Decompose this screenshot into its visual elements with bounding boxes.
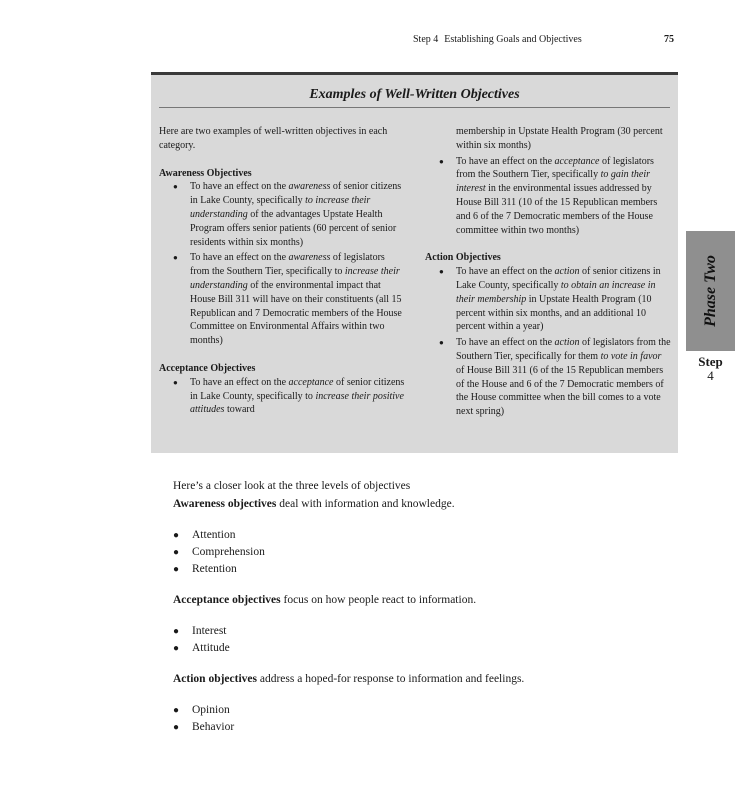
acceptance-examples [159, 376, 405, 417]
awareness-term: Awareness objectives [173, 498, 277, 510]
list-item: ● Behavior [192, 719, 643, 736]
step-word: Step [698, 354, 723, 369]
body-text [173, 478, 643, 750]
awareness-heading: Awareness Objectives [159, 167, 252, 179]
action-paragraph: Action objectives address a hoped-for response to information and feelings. [173, 673, 525, 685]
list-item: ● Attitude [192, 640, 643, 657]
box-divider [159, 107, 670, 108]
list-item: ● Interest [192, 623, 643, 640]
list-item: ● Comprehension [192, 544, 643, 561]
page-number: 75 [664, 34, 674, 45]
header-step-label: Step 4 [413, 34, 439, 45]
list-item: ● Opinion [192, 702, 643, 719]
box-title: Examples of Well-Written Objectives [309, 87, 520, 102]
acceptance-examples-cont [425, 155, 671, 238]
awareness-levels [173, 527, 643, 578]
examples-box [151, 72, 678, 453]
phase-tab [686, 231, 735, 351]
action-examples [425, 265, 671, 419]
acceptance-levels [173, 623, 643, 657]
list-item: ● To have an effect on the acceptance of legislators from the Southern Tier, specifically to gain their interest in the environmental issues addressed by House Bill 311 (10 of the 15 Republican members and 6 of the 7 Democratic members of the House committee within two months) [456, 155, 671, 238]
phase-label: Phase Two [701, 255, 719, 327]
step-number: 4 [707, 368, 714, 383]
list-item: ● To have an effect on the action of legislators from the Southern Tier, specifically for them to vote in favor of House Bill 311 (6 of the 15 Republican members of the House and 6 of the 7 Democratic members of the House committee when the bill comes to a vote next spring) [456, 336, 671, 419]
action-levels [173, 702, 643, 736]
list-item: ● To have an effect on the acceptance of senior citizens in Lake County, specifically to increase their positive attitudes toward [190, 376, 405, 417]
box-right-column [425, 125, 671, 421]
list-item: ● Attention [192, 527, 643, 544]
running-header [0, 34, 735, 50]
step-tab [686, 355, 735, 383]
list-item: ● To have an effect on the action of senior citizens in Lake County, specifically to obtain an increase in their membership in Upstate Health Program (10 percent within six months, and an additional 10 percent within a year) [456, 265, 671, 334]
section-title [413, 34, 582, 45]
header-section-title: Establishing Goals and Objectives [444, 34, 582, 45]
action-term: Action objectives [173, 673, 257, 685]
list-item: ● To have an effect on the awareness of senior citizens in Lake County, specifically to increase their understanding of the advantages Upstate Health Program offers senior patients (60 percent of senior residents within six months) [190, 180, 405, 249]
lead-sentence: Here’s a closer look at the three levels of objectives [173, 480, 411, 492]
box-intro: Here are two examples of well-written objectives in each category. [159, 126, 388, 151]
acceptance-item-continued: membership in Upstate Health Program (30 percent within six months) [456, 126, 663, 151]
awareness-examples [159, 180, 405, 348]
acceptance-term: Acceptance objectives [173, 594, 281, 606]
acceptance-heading: Acceptance Objectives [159, 362, 256, 374]
list-item: ● To have an effect on the awareness of legislators from the Southern Tier, specifically to increase their understanding of the environmental impact that House Bill 311 will have on their constituents (all 15 Republican and 7 Democratic members of the House Committee on Environmental Affairs within two months) [190, 251, 405, 348]
box-left-column [159, 125, 405, 419]
list-item: ● Retention [192, 561, 643, 578]
acceptance-paragraph: Acceptance objectives focus on how people react to information. [173, 594, 477, 606]
action-heading: Action Objectives [425, 252, 501, 264]
awareness-paragraph: Awareness objectives deal with information and knowledge. [173, 498, 455, 510]
